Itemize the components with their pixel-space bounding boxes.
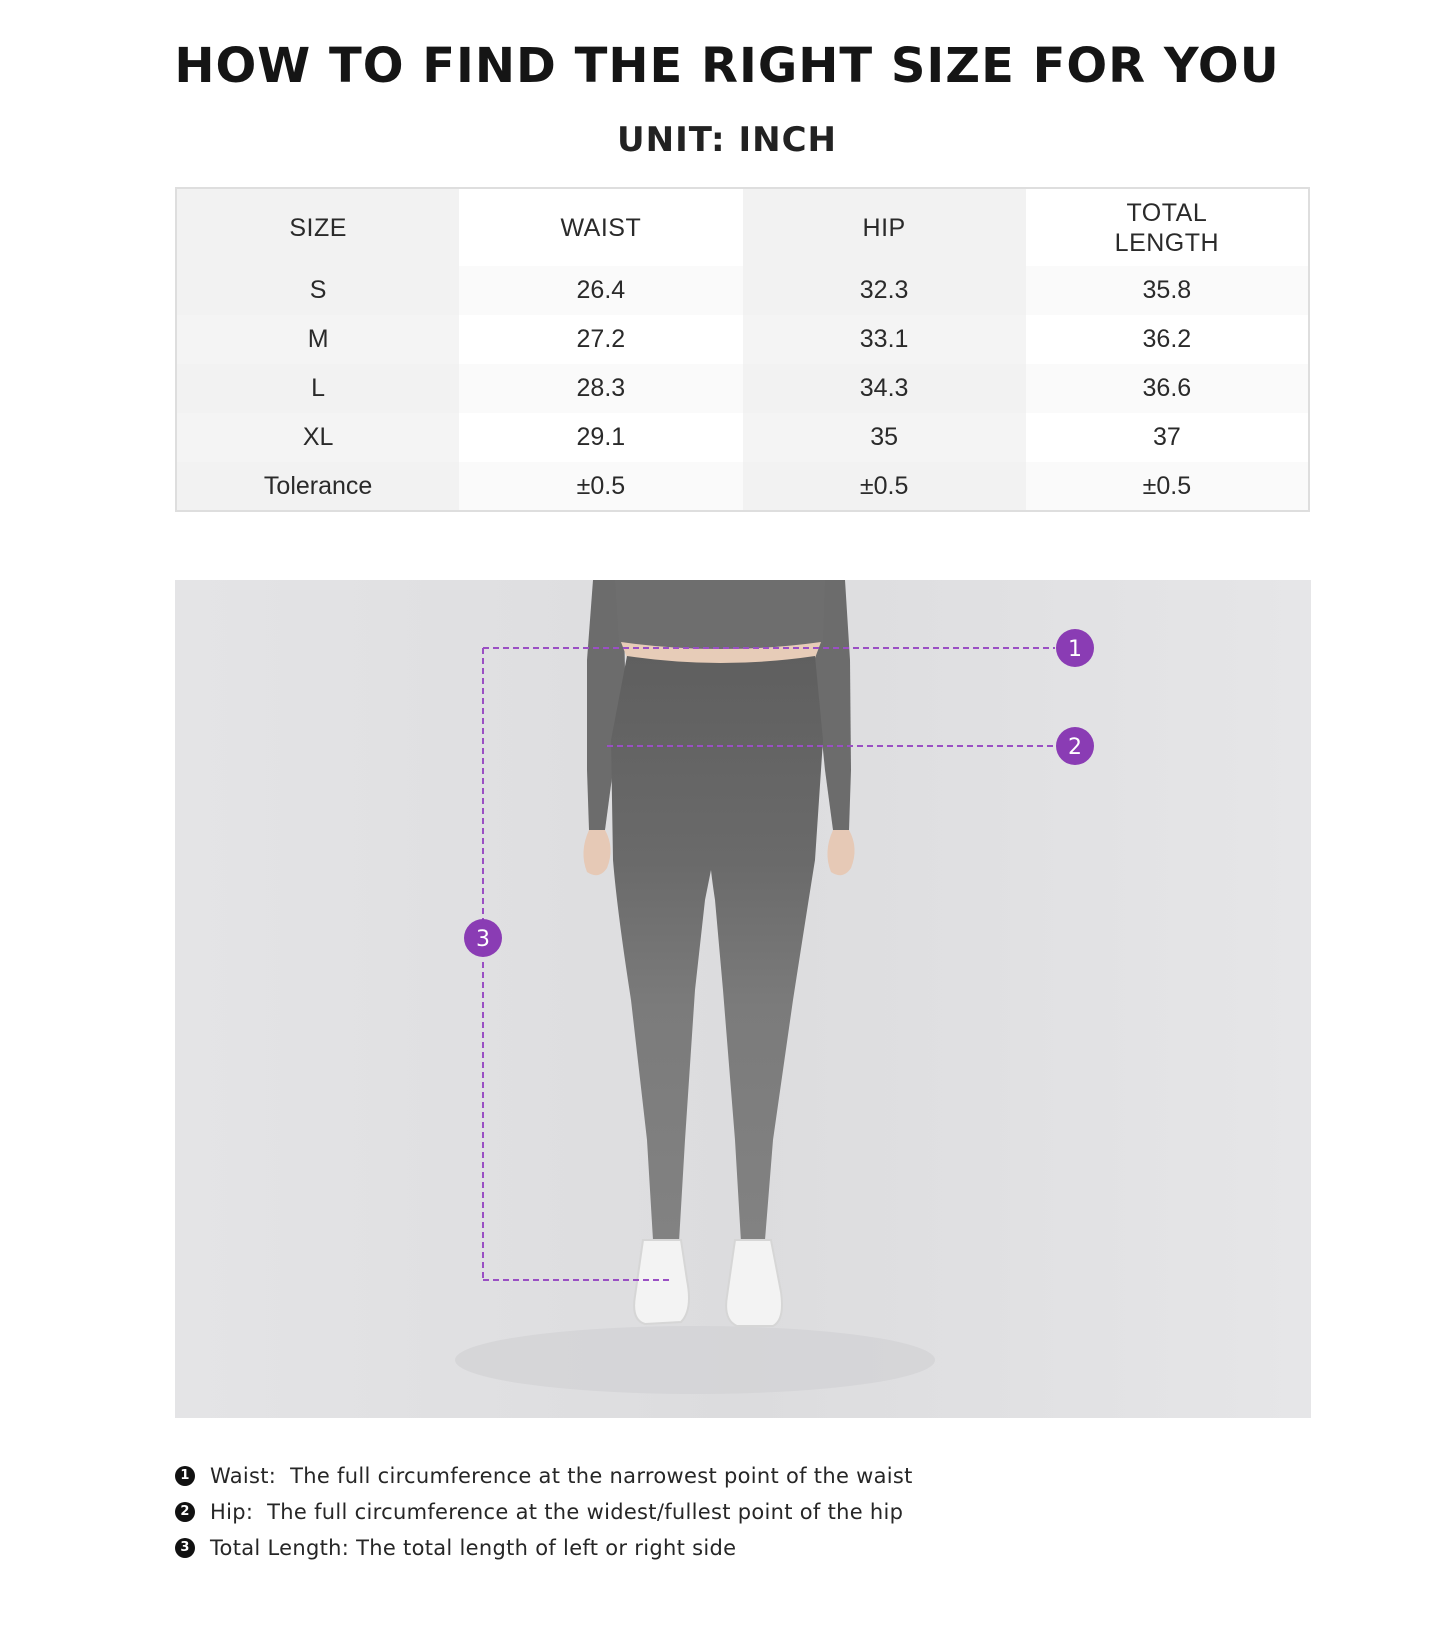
- hip-cell: 32.3: [743, 266, 1026, 315]
- marker-hip: [1056, 727, 1094, 765]
- length-cell: ±0.5: [1026, 462, 1309, 511]
- column-header-total-length-text: TOTAL LENGTH: [1114, 198, 1220, 257]
- marker-waist-label: 1: [1068, 637, 1082, 662]
- size-chart-table: [175, 187, 1310, 512]
- size-cell: M: [176, 315, 459, 364]
- column-header-total-length: [1026, 188, 1309, 266]
- waist-cell: ±0.5: [459, 462, 742, 511]
- list-item: [175, 1530, 1275, 1566]
- waist-cell: 27.2: [459, 315, 742, 364]
- list-item: [175, 1458, 1275, 1494]
- marker-hip-label: 2: [1068, 735, 1082, 760]
- table-row: [176, 266, 1309, 315]
- list-item: [175, 1494, 1275, 1530]
- size-cell: XL: [176, 413, 459, 462]
- column-header-waist: WAIST: [459, 188, 742, 266]
- waist-cell: 26.4: [459, 266, 742, 315]
- marker-length-label: 3: [476, 927, 490, 952]
- legend-number-icon: 1: [175, 1466, 195, 1486]
- size-cell: S: [176, 266, 459, 315]
- crop-top: [615, 580, 825, 651]
- table-header-row: [176, 188, 1309, 266]
- marker-length: [464, 919, 502, 957]
- page-title: HOW TO FIND THE RIGHT SIZE FOR YOU: [174, 38, 1280, 94]
- column-header-size: SIZE: [176, 188, 459, 266]
- table-row: [176, 315, 1309, 364]
- legend-text-waist: Waist: The full circumference at the narrowest point of the waist: [210, 1464, 913, 1488]
- legend-text-hip: Hip: The full circumference at the widest/fullest point of the hip: [210, 1500, 904, 1524]
- hip-cell: 34.3: [743, 364, 1026, 413]
- length-cell: 35.8: [1026, 266, 1309, 315]
- measurement-legend: [175, 1458, 1275, 1566]
- table-row: [176, 413, 1309, 462]
- length-cell: 36.6: [1026, 364, 1309, 413]
- legend-text-length: Total Length: The total length of left or right side: [210, 1536, 737, 1560]
- right-shoe: [726, 1240, 782, 1326]
- legend-number-icon: 2: [175, 1502, 195, 1522]
- size-cell: L: [176, 364, 459, 413]
- size-cell: Tolerance: [176, 462, 459, 511]
- right-hand: [827, 830, 854, 875]
- legend-number-icon: 3: [175, 1538, 195, 1558]
- length-cell: 36.2: [1026, 315, 1309, 364]
- hip-cell: 35: [743, 413, 1026, 462]
- table-row: [176, 364, 1309, 413]
- column-header-hip: HIP: [743, 188, 1026, 266]
- marker-waist: [1056, 629, 1094, 667]
- unit-label: UNIT: INCH: [617, 120, 837, 160]
- length-cell: 37: [1026, 413, 1309, 462]
- waist-cell: 28.3: [459, 364, 742, 413]
- waist-cell: 29.1: [459, 413, 742, 462]
- left-hand: [583, 830, 610, 875]
- left-shoe: [634, 1240, 689, 1324]
- table-row: [176, 462, 1309, 511]
- model-illustration: [175, 580, 1311, 1418]
- hip-cell: ±0.5: [743, 462, 1026, 511]
- measurement-figure: [175, 580, 1311, 1418]
- hip-cell: 33.1: [743, 315, 1026, 364]
